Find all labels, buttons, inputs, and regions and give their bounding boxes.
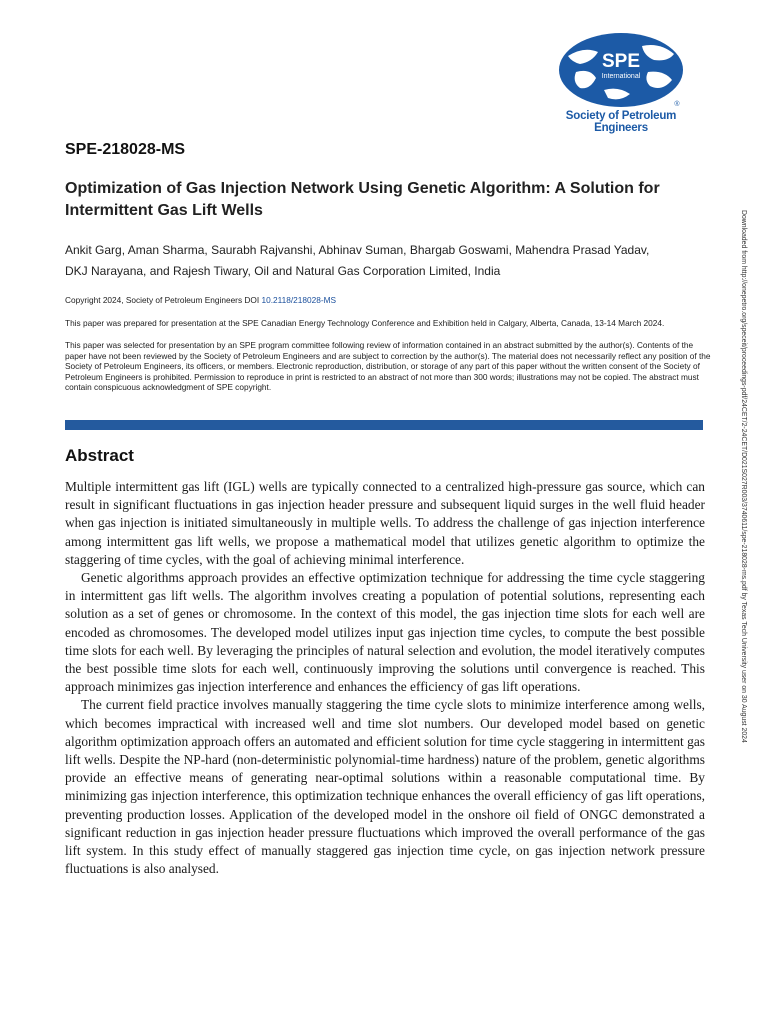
doi-link[interactable]: 10.2118/218028-MS xyxy=(261,295,337,305)
logo-badge-text: SPE xyxy=(601,51,641,72)
registered-mark: ® xyxy=(674,101,680,108)
authors-line-2: DKJ Narayana, and Rajesh Tiwary, Oil and Natural Gas Corporation Limited, India xyxy=(65,264,501,278)
globe-icon xyxy=(556,32,686,110)
download-watermark: Downloaded from http://onepetro.org/speceit/proceedings-pdf/24CET/2-24CET/D021S027R003/3740611/spe-218028-ms.pdf by Texas Tech University user on 30 August 2024 xyxy=(740,210,747,743)
copyright-notice xyxy=(65,295,715,306)
logo-caption: Society of Petroleum Engineers xyxy=(565,110,677,134)
copyright-text: Copyright 2024, Society of Petroleum Engineers DOI xyxy=(65,295,262,305)
abstract-body xyxy=(65,478,705,878)
selection-notice: This paper was selected for presentation by an SPE program committee following review of information contained in an abstract submitted by the author(s). Contents of the paper have not been reviewed by the Society of Petroleum Engineers and are subject to correction by the author(s). The material does not necessarily reflect any position of the Society of Petroleum Engineers, its officers, or members. Electronic reproduction, distribution, or storage of any part of this paper without the written consent of the Society of Petroleum Engineers is prohibited. Permission to reproduce in print is restricted to an abstract of not more than 300 words; illustrations may not be copied. The abstract must contain conspicuous acknowledgment of SPE copyright. xyxy=(65,340,711,392)
paper-id: SPE-218028-MS xyxy=(65,141,186,158)
authors-line-1: Ankit Garg, Aman Sharma, Saurabh Rajvanshi, Abhinav Suman, Bhargab Goswami, Mahendra Prasad Yadav, xyxy=(65,243,650,257)
section-divider-bar xyxy=(65,420,703,430)
author-list xyxy=(65,240,715,282)
abstract-paragraph-1: Multiple intermittent gas lift (IGL) wells are typically connected to a centralized high-pressure gas source, which can result in significant fluctuations in gas injection header pressure and subsequent liquid surges in the well fluid header when gas injection is initiated simultaneously in multiple wells. To address the challenge of gas injection interference among intermittent gas lift wells, we propose a mathematical model that utilizes genetic algorithm to optimize the staggering of time cycles, with the goal of achieving minimal interference. xyxy=(65,479,705,567)
paper-title: Optimization of Gas Injection Network Using Genetic Algorithm: A Solution for Intermittent Gas Lift Wells xyxy=(65,180,660,219)
logo-badge-subtext: International xyxy=(601,73,641,80)
prepared-notice: This paper was prepared for presentation at the SPE Canadian Energy Technology Conference and Exhibition held in Calgary, Alberta, Canada, 13-14 March 2024. xyxy=(65,318,665,328)
abstract-heading: Abstract xyxy=(65,446,134,465)
abstract-paragraph-3: The current field practice involves manually staggering the time cycle slots to minimize interference among wells, which becomes impractical with increased well and time slot numbers. Our developed model based on genetic algorithm optimization approach offers an automated and efficient solution for time cycle staggering in intermittent gas lift wells. Despite the NP-hard (non-deterministic polynomial-time hardness) nature of the problem, genetic algorithms provide an effective means of generating near-optimal solutions within a reasonable computational time. By minimizing gas injection interference, this optimization technique enhances the overall efficiency of gas lift operations, preventing production losses. Application of the developed model in the onshore oil field of ONGC demonstrated a significant reduction in gas injection header pressure fluctuations which improved the overall performance of the gas lift system. In this study effect of manually staggered gas injection time cycle, on gas injection network pressure fluctuations is also analysed. xyxy=(65,697,705,877)
spe-logo xyxy=(538,32,704,134)
abstract-paragraph-2: Genetic algorithms approach provides an effective optimization technique for addressing the time cycle staggering in intermittent gas lift wells. The algorithm involves creating a population of potential solutions, representing each solution as a set of genes or chromosome. In the context of this model, the gas injection time slots for each well are encoded as chromosomes. The developed model utilizes input gas injection time cycles, to compute the best possible time slots for each well. By leveraging the principles of natural selection and evolution, the model iteratively computes the best possible time slots for each well, continuously improving the solutions until convergence is reached. This approach minimizes gas injection interference and enhances the efficiency of gas lift operations. xyxy=(65,570,705,695)
